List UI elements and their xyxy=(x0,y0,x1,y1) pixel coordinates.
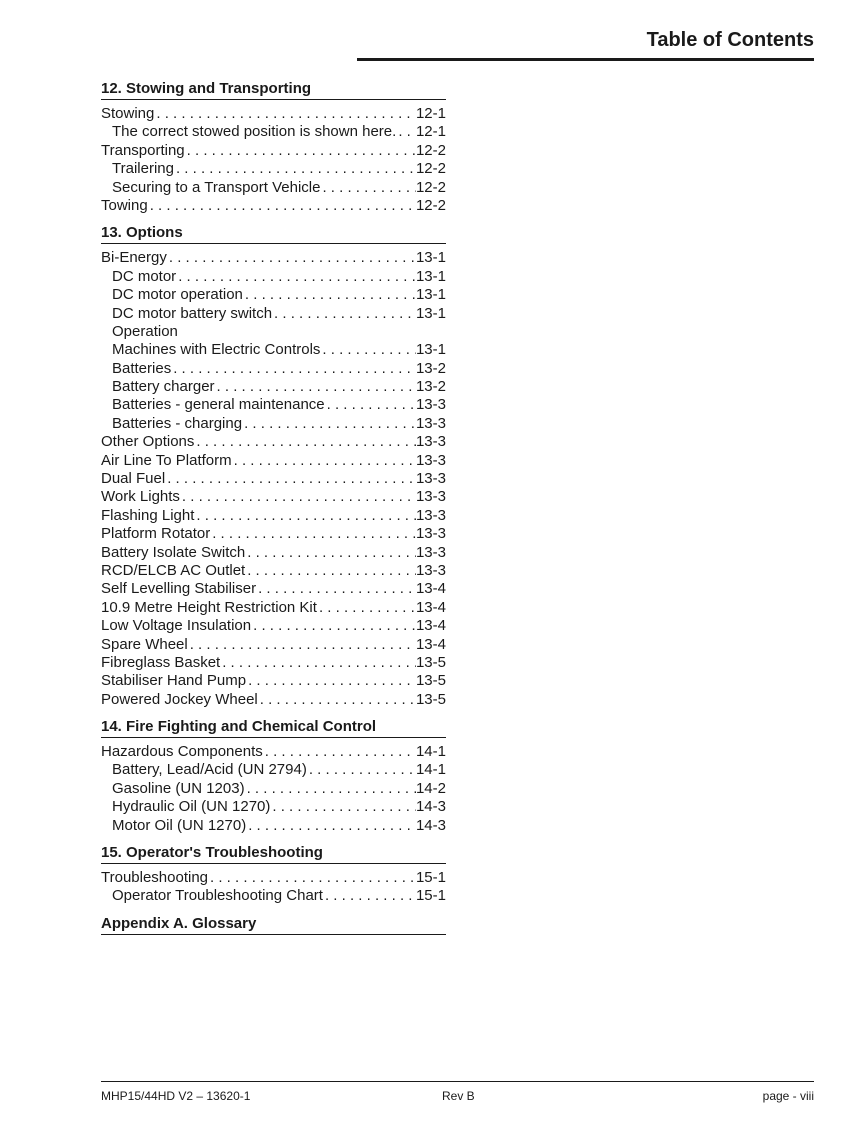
dot-leader xyxy=(323,887,416,905)
toc-entry-title: Hydraulic Oil (UN 1270) xyxy=(112,798,271,816)
toc-entry-title: Operation xyxy=(112,322,178,340)
dot-leader xyxy=(396,123,416,141)
toc-entry[interactable] xyxy=(101,672,446,690)
toc-entry-title: Battery charger xyxy=(112,378,215,396)
toc-entry-title: Work Lights xyxy=(101,488,180,506)
toc-entry-title: Spare Wheel xyxy=(101,635,188,653)
toc-entry-title: Platform Rotator xyxy=(101,525,211,543)
toc-entry-page: 13-4 xyxy=(415,598,446,616)
toc-entry-page: 13-3 xyxy=(415,433,446,451)
toc-entry[interactable] xyxy=(101,286,446,304)
toc-entry-title: Stowing xyxy=(101,105,155,122)
dot-leader xyxy=(320,341,416,359)
toc-entry-page: 13-5 xyxy=(415,653,446,671)
dot-leader xyxy=(171,360,416,378)
dot-leader xyxy=(167,249,416,267)
toc-entry-page: 13-1 xyxy=(415,249,446,267)
toc-entry-title: Self Levelling Stabiliser xyxy=(101,580,257,598)
toc-entry-page: 14-3 xyxy=(415,798,446,816)
section-title: 13. Options xyxy=(101,223,446,244)
toc-entry[interactable] xyxy=(101,580,446,598)
toc-entry[interactable] xyxy=(101,762,446,780)
dot-leader xyxy=(232,452,416,470)
toc-entry-page: 13-5 xyxy=(415,690,446,708)
section-title: 12. Stowing and Transporting xyxy=(101,79,446,100)
toc-entry-title: Batteries - charging xyxy=(112,414,243,432)
dot-leader xyxy=(180,488,416,506)
toc-entry-page: 12-1 xyxy=(415,105,446,122)
toc-entry-page: 13-4 xyxy=(415,580,446,598)
toc-section xyxy=(101,914,446,935)
toc-entry-page: 13-3 xyxy=(415,396,446,414)
toc-entry-title: Towing xyxy=(101,196,148,214)
toc-entry-page: 12-2 xyxy=(415,141,446,159)
toc-entry[interactable] xyxy=(101,869,446,887)
toc-entry-title: DC motor xyxy=(112,267,177,285)
footer-revision: Rev B xyxy=(442,1089,475,1103)
toc-entry[interactable] xyxy=(101,817,446,835)
section-title: 14. Fire Fighting and Chemical Control xyxy=(101,717,446,738)
toc-entry-title: Other Options xyxy=(101,433,195,451)
toc-entry[interactable] xyxy=(101,452,446,470)
toc-entry-title: Battery Isolate Switch xyxy=(101,543,246,561)
toc-entry[interactable] xyxy=(101,105,446,123)
dot-leader xyxy=(148,197,416,215)
header-rule xyxy=(357,58,814,61)
toc-entry-page: 13-2 xyxy=(415,359,446,377)
toc-entry-title: Securing to a Transport Vehicle xyxy=(112,178,321,196)
toc-entry[interactable] xyxy=(101,525,446,543)
toc-entry-title: Air Line To Platform xyxy=(101,451,232,469)
toc-entry-title: Low Voltage Insulation xyxy=(101,617,252,635)
toc-entry-title: Motor Oil (UN 1270) xyxy=(112,816,247,834)
toc-entry-page: 13-3 xyxy=(415,451,446,469)
dot-leader xyxy=(320,179,416,197)
dot-leader xyxy=(243,286,416,304)
toc-entry-title: 10.9 Metre Height Restriction Kit xyxy=(101,598,317,616)
toc-entry-page: 13-3 xyxy=(415,543,446,561)
toc-entry[interactable] xyxy=(101,743,446,761)
toc-entry[interactable] xyxy=(101,544,446,562)
toc-entry[interactable] xyxy=(101,636,446,654)
toc-entry-title: Troubleshooting xyxy=(101,869,209,887)
toc-section xyxy=(101,223,446,709)
dot-leader xyxy=(270,798,416,816)
dot-leader xyxy=(208,869,416,887)
toc-entry-title: The correct stowed position is shown here. xyxy=(112,123,397,141)
toc-section xyxy=(101,79,446,215)
toc-entry[interactable] xyxy=(101,887,446,905)
dot-leader xyxy=(176,268,416,286)
toc-entry-page: 13-4 xyxy=(415,635,446,653)
dot-leader xyxy=(245,544,416,562)
toc-entry-page: 12-2 xyxy=(415,196,446,214)
dot-leader xyxy=(154,105,416,123)
toc-entry[interactable] xyxy=(101,160,446,178)
toc-entry-title: Operator Troubleshooting Chart xyxy=(112,887,323,905)
toc-entry-page: 12-1 xyxy=(415,123,446,141)
toc-entry-page: 13-1 xyxy=(415,267,446,285)
dot-leader xyxy=(245,562,416,580)
toc-entry-page: 13-3 xyxy=(415,506,446,524)
toc-entry-title: Fibreglass Basket xyxy=(101,653,221,671)
toc-entry-page: 13-2 xyxy=(415,378,446,396)
dot-leader xyxy=(317,599,416,617)
dot-leader xyxy=(272,305,416,323)
dot-leader xyxy=(245,780,416,798)
dot-leader xyxy=(194,433,416,451)
toc-entry-title: Powered Jockey Wheel xyxy=(101,690,258,708)
toc-entry-page: 12-2 xyxy=(415,178,446,196)
toc-section xyxy=(101,717,446,835)
dot-leader xyxy=(246,672,416,690)
dot-leader xyxy=(307,762,416,780)
toc-entry-page: 14-1 xyxy=(415,761,446,779)
dot-leader xyxy=(258,691,416,709)
toc-entry[interactable] xyxy=(101,360,446,378)
toc-entry[interactable] xyxy=(101,617,446,635)
toc-entry[interactable] xyxy=(101,268,446,286)
toc-entry[interactable] xyxy=(101,341,446,359)
toc-entry[interactable] xyxy=(101,197,446,215)
dot-leader xyxy=(220,654,416,672)
toc-entry-page: 13-1 xyxy=(415,286,446,304)
toc-entry[interactable] xyxy=(101,378,446,396)
toc-entry[interactable] xyxy=(101,654,446,672)
toc-entry[interactable] xyxy=(101,599,446,617)
toc-entry[interactable] xyxy=(101,249,446,267)
table-of-contents xyxy=(101,79,446,943)
dot-leader xyxy=(215,378,416,396)
toc-entry-page: 15-1 xyxy=(415,869,446,887)
footer-page-number: page - viii xyxy=(762,1089,814,1103)
toc-entry-page: 12-2 xyxy=(415,160,446,178)
dot-leader xyxy=(242,415,416,433)
toc-entry[interactable] xyxy=(101,780,446,798)
toc-entry[interactable] xyxy=(101,798,446,816)
toc-entry[interactable] xyxy=(101,142,446,160)
section-title: 15. Operator's Troubleshooting xyxy=(101,843,446,864)
toc-entry-page: 14-3 xyxy=(415,816,446,834)
toc-entry-title: Batteries xyxy=(112,359,172,377)
dot-leader xyxy=(165,470,416,488)
section-title: Appendix A. Glossary xyxy=(101,914,446,935)
page-title: Table of Contents xyxy=(646,29,814,51)
dot-leader xyxy=(325,396,416,414)
toc-entry-page: 14-2 xyxy=(415,779,446,797)
toc-entry-title: DC motor battery switch xyxy=(112,304,273,322)
toc-entry-title: Hazardous Components xyxy=(101,743,263,761)
footer-rule xyxy=(101,1081,814,1082)
toc-entry-page: 13-3 xyxy=(415,561,446,579)
toc-entry-title: DC motor operation xyxy=(112,286,243,304)
dot-leader xyxy=(185,142,416,160)
toc-entry-title: Stabiliser Hand Pump xyxy=(101,672,247,690)
toc-entry-title: Gasoline (UN 1203) xyxy=(112,779,245,797)
dot-leader xyxy=(174,160,416,178)
toc-entry-title: Dual Fuel xyxy=(101,470,166,488)
toc-entry[interactable] xyxy=(101,123,446,141)
toc-entry[interactable] xyxy=(101,323,446,341)
toc-entry-page: 13-3 xyxy=(415,414,446,432)
toc-entry-title: Flashing Light xyxy=(101,506,195,524)
toc-entry[interactable] xyxy=(101,433,446,451)
toc-entry-page: 13-4 xyxy=(415,617,446,635)
toc-entry[interactable] xyxy=(101,562,446,580)
toc-section xyxy=(101,843,446,906)
footer-document-id: MHP15/44HD V2 – 13620-1 xyxy=(101,1089,251,1103)
toc-entry-page: 13-5 xyxy=(415,672,446,690)
toc-entry-page: 13-3 xyxy=(415,488,446,506)
dot-leader xyxy=(256,580,416,598)
dot-leader xyxy=(194,507,416,525)
dot-leader xyxy=(246,817,416,835)
dot-leader xyxy=(188,636,416,654)
toc-entry[interactable] xyxy=(101,507,446,525)
dot-leader xyxy=(251,617,416,635)
toc-entry-page: 13-1 xyxy=(415,341,446,359)
toc-entry[interactable] xyxy=(101,691,446,709)
toc-entry-page: 14-1 xyxy=(415,743,446,761)
toc-entry-title: Transporting xyxy=(101,141,185,159)
toc-entry-title: RCD/ELCB AC Outlet xyxy=(101,561,246,579)
toc-entry[interactable] xyxy=(101,305,446,323)
toc-entry[interactable] xyxy=(101,396,446,414)
toc-entry-title: Batteries - general maintenance xyxy=(112,396,325,414)
toc-entry-page: 13-3 xyxy=(415,470,446,488)
toc-entry[interactable] xyxy=(101,415,446,433)
toc-entry-title: Bi-Energy xyxy=(101,249,167,267)
dot-leader xyxy=(210,525,416,543)
toc-entry-title: Machines with Electric Controls xyxy=(112,341,321,359)
toc-entry[interactable] xyxy=(101,470,446,488)
toc-entry-title: Battery, Lead/Acid (UN 2794) xyxy=(112,761,307,779)
dot-leader xyxy=(263,743,416,761)
toc-entry-page: 13-3 xyxy=(415,525,446,543)
toc-entry-title: Trailering xyxy=(112,160,174,178)
toc-entry-page: 15-1 xyxy=(415,887,446,905)
toc-entry[interactable] xyxy=(101,488,446,506)
toc-entry-page: 13-1 xyxy=(415,304,446,322)
toc-entry[interactable] xyxy=(101,179,446,197)
